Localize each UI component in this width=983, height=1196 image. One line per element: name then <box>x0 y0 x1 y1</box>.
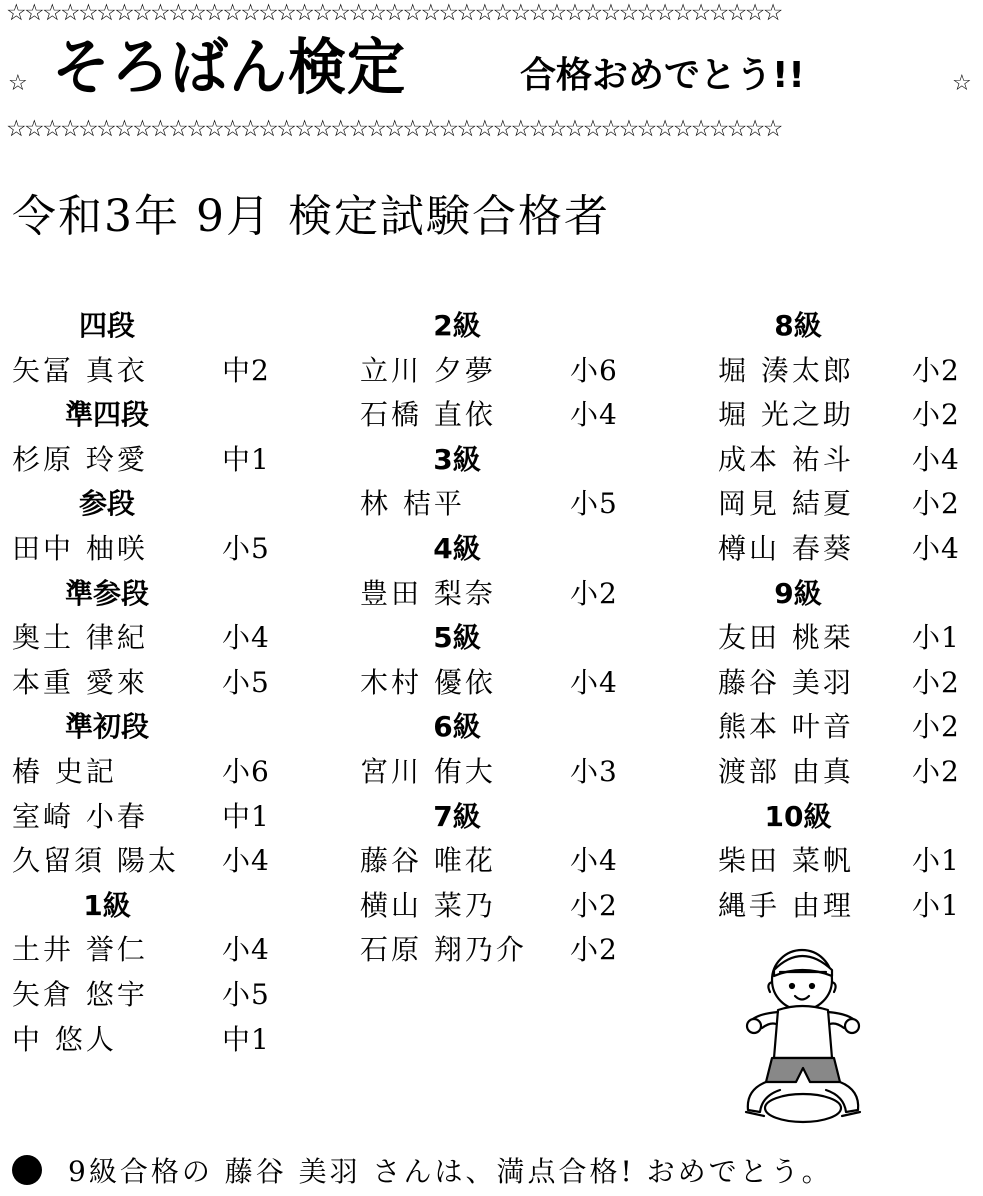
grade-level-heading: 5級 <box>433 621 481 655</box>
grade-level-heading: 7級 <box>433 799 481 833</box>
grade-level-heading: 8級 <box>774 309 822 342</box>
passer-name: 熊本 叶音 <box>718 710 854 744</box>
congratulations-subtitle: 合格おめでとう!! <box>520 55 805 96</box>
school-grade: 小1 <box>912 888 960 922</box>
school-grade: 小5 <box>222 978 270 1011</box>
grade-level-heading: 準参段 <box>64 576 149 610</box>
exam-title: 令和3年 9月 検定試験合格者 <box>12 191 610 242</box>
grade-level-heading: 9級 <box>774 576 822 610</box>
passer-name: 藤谷 唯花 <box>360 844 496 878</box>
passer-name: 立川 夕夢 <box>360 353 496 387</box>
school-grade: 小1 <box>912 621 960 655</box>
passer-name: 室崎 小春 <box>12 799 148 833</box>
passer-row <box>718 886 968 926</box>
passer-name: 柴田 菜帆 <box>718 844 854 878</box>
school-grade: 小2 <box>570 933 618 967</box>
school-grade: 小2 <box>912 710 960 744</box>
grade-level-heading: 準初段 <box>64 710 149 744</box>
footer-text: 9級合格の 藤谷 美羽 さんは、満点合格! おめでとう。 <box>68 1155 833 1188</box>
passer-name: 石橋 直依 <box>360 398 496 432</box>
passer-name: 宮川 侑大 <box>360 755 496 788</box>
school-grade: 小5 <box>222 665 270 699</box>
passer-row <box>718 663 968 703</box>
passer-row <box>718 752 968 792</box>
grade-level-heading: 4級 <box>433 532 481 565</box>
passer-row <box>12 752 282 792</box>
school-grade: 小4 <box>222 621 270 655</box>
passer-row <box>360 351 625 391</box>
grade-level-heading: 6級 <box>433 710 481 744</box>
school-grade: 小2 <box>912 398 960 432</box>
school-grade: 中1 <box>222 1022 270 1056</box>
school-grade: 小2 <box>570 576 618 610</box>
passer-name: 渡部 由真 <box>718 755 854 788</box>
passer-name: 縄手 由理 <box>718 888 854 922</box>
passer-row <box>12 663 282 703</box>
passer-name: 久留須 陽太 <box>12 844 179 878</box>
school-grade: 小4 <box>912 532 960 565</box>
passer-name: 石原 翔乃介 <box>360 933 527 967</box>
grade-level-heading: 参段 <box>78 487 135 521</box>
passer-name: 土井 誉仁 <box>12 933 148 967</box>
school-grade: 小4 <box>222 844 270 878</box>
passer-row <box>718 484 968 524</box>
passer-row <box>718 707 968 747</box>
grade-level-heading: 四段 <box>78 309 135 342</box>
passer-name: 豊田 梨奈 <box>360 576 496 610</box>
passer-row <box>12 440 282 480</box>
passer-row <box>360 886 625 926</box>
school-grade: 小4 <box>222 933 270 967</box>
passer-name: 横山 菜乃 <box>360 888 496 922</box>
passer-row <box>12 841 282 881</box>
passer-row <box>360 930 625 970</box>
star-border-bottom: ☆☆☆☆☆☆☆☆☆☆☆☆☆☆☆☆☆☆☆☆☆☆☆☆☆☆☆☆☆☆☆☆☆☆☆☆☆☆☆☆☆☆☆ <box>6 116 781 142</box>
passer-row <box>12 1020 282 1060</box>
passer-name: 友田 桃栞 <box>718 621 854 655</box>
passer-row <box>12 618 282 658</box>
passer-row <box>12 930 282 970</box>
school-grade: 小4 <box>912 442 960 476</box>
passer-row <box>360 574 625 614</box>
school-grade: 小4 <box>570 398 618 432</box>
star-icon-right: ☆ <box>952 71 972 96</box>
passer-row <box>718 440 968 480</box>
passer-name: 本重 愛來 <box>12 665 148 699</box>
passer-row <box>718 618 968 658</box>
passer-name: 矢倉 悠宇 <box>12 978 148 1011</box>
school-grade: 小2 <box>912 755 960 788</box>
passer-row <box>718 395 968 435</box>
passer-name: 成本 祐斗 <box>718 442 854 476</box>
passer-name: 堀 湊太郎 <box>718 353 854 387</box>
cartoon-child-icon <box>740 940 870 1125</box>
page-title: そろばん検定 <box>52 31 407 103</box>
passer-name: 藤谷 美羽 <box>718 665 854 699</box>
passer-name: 杉原 玲愛 <box>12 442 148 476</box>
passer-name: 椿 史記 <box>12 755 117 788</box>
passer-row <box>360 663 625 703</box>
passer-name: 矢冨 真衣 <box>12 353 148 387</box>
grade-level-heading: 10級 <box>764 799 832 833</box>
school-grade: 中1 <box>222 799 270 833</box>
school-grade: 小2 <box>912 665 960 699</box>
grade-level-heading: 1級 <box>83 888 131 922</box>
passer-name: 奥土 律紀 <box>12 621 148 655</box>
school-grade: 中1 <box>222 442 270 476</box>
grade-level-heading: 準四段 <box>64 398 149 432</box>
school-grade: 中2 <box>222 353 270 387</box>
passer-row <box>12 351 282 391</box>
school-grade: 小6 <box>570 353 618 387</box>
passer-row <box>718 529 968 569</box>
passer-name: 樽山 春葵 <box>718 532 854 565</box>
passer-row <box>360 395 625 435</box>
school-grade: 小5 <box>570 487 618 521</box>
passer-name: 中 悠人 <box>12 1022 117 1056</box>
school-grade: 小4 <box>570 844 618 878</box>
passer-row <box>360 484 625 524</box>
passer-name: 岡見 結夏 <box>718 487 854 521</box>
footer-note <box>12 1152 833 1192</box>
passer-name: 堀 光之助 <box>718 398 854 432</box>
school-grade: 小3 <box>570 755 618 788</box>
passer-row <box>360 752 625 792</box>
school-grade: 小2 <box>570 888 618 922</box>
star-icon-left: ☆ <box>8 71 28 96</box>
bullet-icon <box>12 1155 42 1185</box>
passer-row <box>12 797 282 837</box>
passer-name: 田中 柚咲 <box>12 532 148 565</box>
school-grade: 小4 <box>570 665 618 699</box>
grade-level-heading: 3級 <box>433 442 481 476</box>
school-grade: 小6 <box>222 755 270 788</box>
passer-row <box>12 529 282 569</box>
star-border-top: ☆☆☆☆☆☆☆☆☆☆☆☆☆☆☆☆☆☆☆☆☆☆☆☆☆☆☆☆☆☆☆☆☆☆☆☆☆☆☆☆☆☆☆ <box>6 0 781 26</box>
passer-name: 木村 優依 <box>360 665 496 699</box>
passer-row <box>718 841 968 881</box>
passer-row <box>12 975 282 1015</box>
school-grade: 小2 <box>912 353 960 387</box>
grade-level-heading: 2級 <box>433 309 481 342</box>
passer-row <box>718 351 968 391</box>
passer-row <box>360 841 625 881</box>
school-grade: 小1 <box>912 844 960 878</box>
passer-name: 林 桔平 <box>360 487 465 521</box>
school-grade: 小2 <box>912 487 960 521</box>
school-grade: 小5 <box>222 532 270 565</box>
